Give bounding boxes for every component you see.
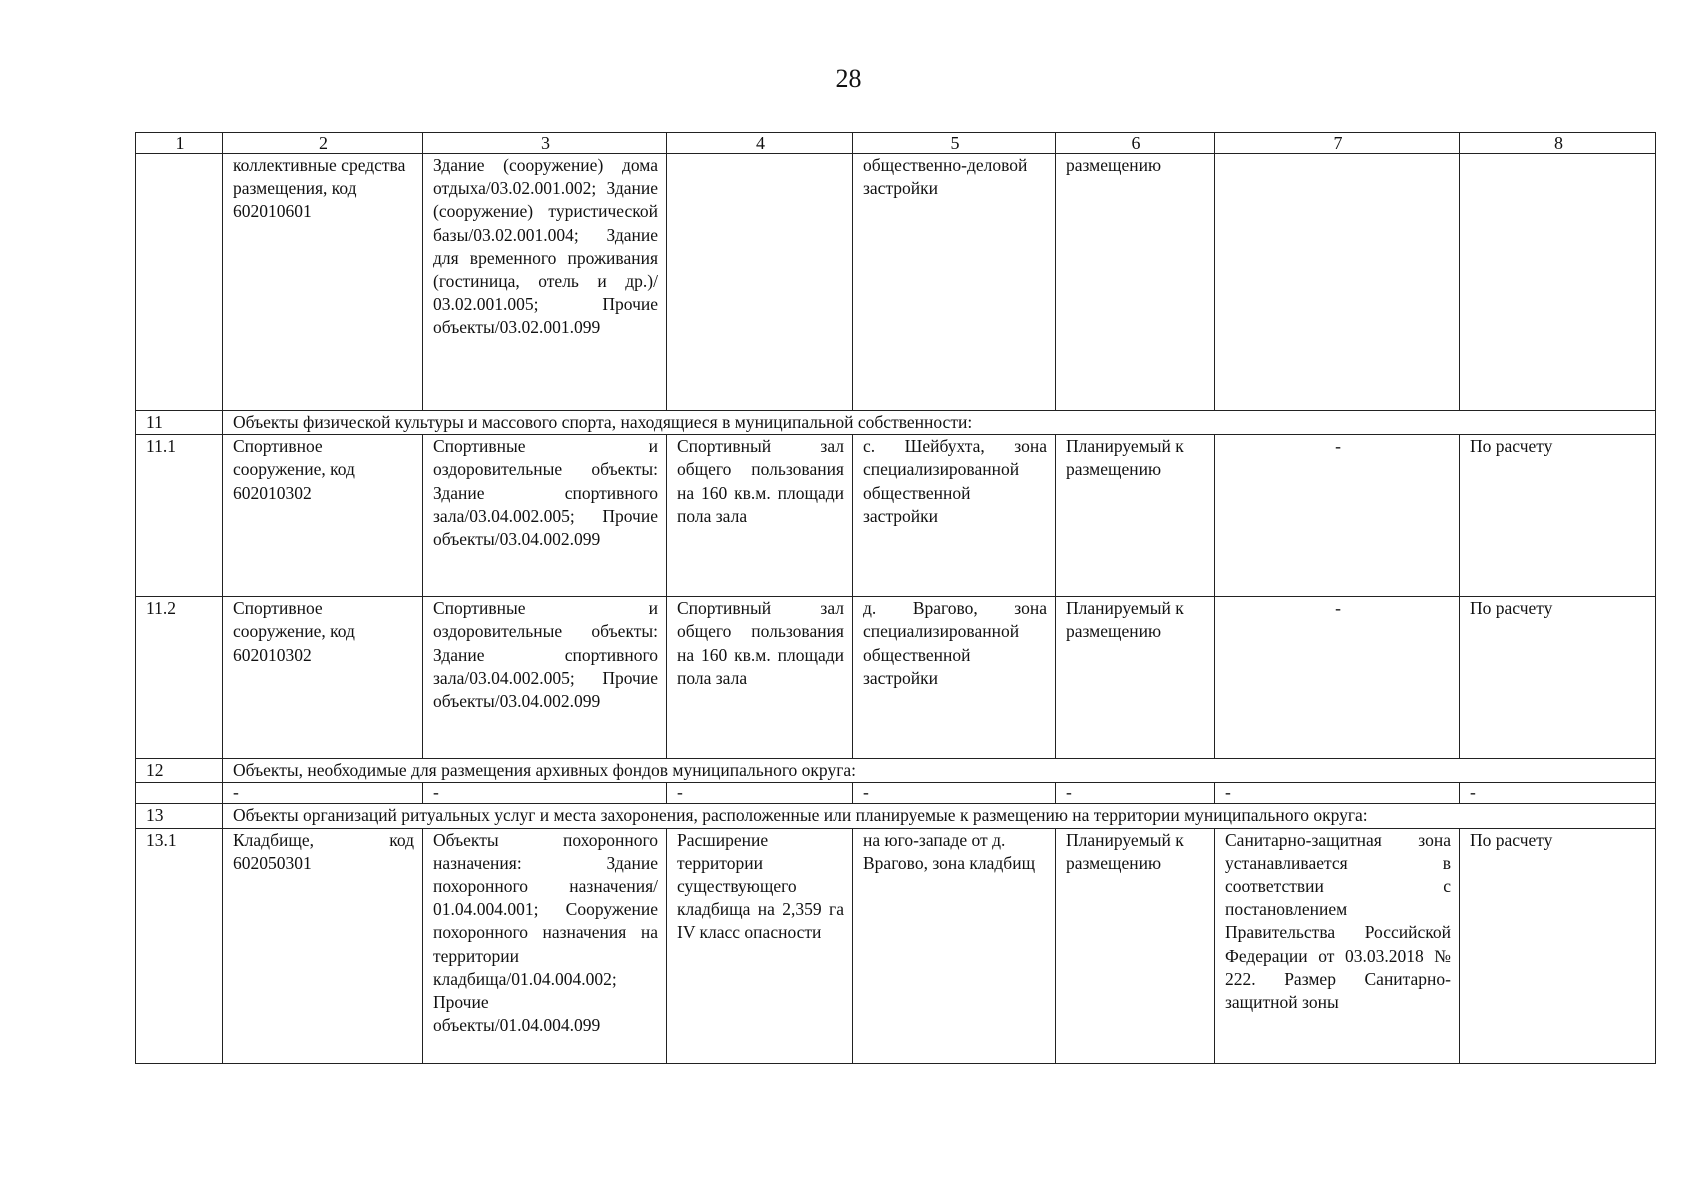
cell-location: на юго-западе от д. Врагово, зона кладбищ — [853, 828, 1056, 1063]
section-title: Объекты, необходимые для размещения архивных фондов муниципального округа: — [223, 759, 1656, 783]
cell-number: 11.1 — [136, 435, 223, 597]
document-table — [135, 132, 1656, 1064]
table-row — [136, 435, 1656, 597]
column-number: 8 — [1460, 133, 1656, 154]
cell-zone-size: По расчету — [1460, 828, 1656, 1063]
column-number: 1 — [136, 133, 223, 154]
cell-object-type: Спортивное сооружение, код 602010302 — [223, 435, 423, 597]
cell-status: Планируемый к размещению — [1056, 828, 1215, 1063]
section-title: Объекты организаций ритуальных услуг и места захоронения, расположенные или планируемые к размещению на территории муниципального округа: — [223, 804, 1656, 828]
cell-number — [136, 154, 223, 411]
cell-characteristics: Спортивный зал общего пользования на 160 кв.м. площади пола зала — [667, 435, 853, 597]
column-number: 5 — [853, 133, 1056, 154]
cell-empty: - — [423, 783, 667, 804]
cell-zone: - — [1215, 597, 1460, 759]
table-row — [136, 597, 1656, 759]
cell-status: размещению — [1056, 154, 1215, 411]
cell-zone-size — [1460, 154, 1656, 411]
cell-characteristics: Спортивный зал общего пользования на 160 кв.м. площади пола зала — [667, 597, 853, 759]
cell-location: общественно-деловой застройки — [853, 154, 1056, 411]
column-number-row — [136, 133, 1656, 154]
cell-empty: - — [1056, 783, 1215, 804]
cell-object-type: Спортивное сооружение, код 602010302 — [223, 597, 423, 759]
cell-object-type: Кладбище, код 602050301 — [223, 828, 423, 1063]
cell-number — [136, 783, 223, 804]
column-number: 7 — [1215, 133, 1460, 154]
cell-zone — [1215, 154, 1460, 411]
cell-object-type: коллективные средства размещения, код 602010601 — [223, 154, 423, 411]
cell-empty: - — [1215, 783, 1460, 804]
column-number: 2 — [223, 133, 423, 154]
cell-empty: - — [667, 783, 853, 804]
table-row — [136, 828, 1656, 1063]
section-number: 11 — [136, 411, 223, 435]
column-number: 4 — [667, 133, 853, 154]
cell-zone-size: По расчету — [1460, 597, 1656, 759]
section-number: 12 — [136, 759, 223, 783]
cell-object-purpose: Спортивные и оздоровительные объекты: Здание спортивного зала/03.04.002.005; Прочие объекты/03.04.002.099 — [423, 435, 667, 597]
cell-location: д. Врагово, зона специализированной общественной застройки — [853, 597, 1056, 759]
cell-number: 13.1 — [136, 828, 223, 1063]
cell-zone-size: По расчету — [1460, 435, 1656, 597]
cell-status: Планируемый к размещению — [1056, 435, 1215, 597]
cell-zone: Санитарно-защитная зона устанавливается в соответствии с постановлением Правительства Российской Федерации от 03.03.2018 № 222. Размер Санитарно-защитной зоны — [1215, 828, 1460, 1063]
table-row — [136, 154, 1656, 411]
cell-number: 11.2 — [136, 597, 223, 759]
section-row — [136, 804, 1656, 828]
cell-empty: - — [223, 783, 423, 804]
section-number: 13 — [136, 804, 223, 828]
section-row — [136, 759, 1656, 783]
column-number: 3 — [423, 133, 667, 154]
cell-empty: - — [1460, 783, 1656, 804]
column-number: 6 — [1056, 133, 1215, 154]
cell-location: с. Шейбухта, зона специализированной общественной застройки — [853, 435, 1056, 597]
table-row — [136, 783, 1656, 804]
cell-object-purpose: Объекты похоронного назначения: Здание похоронного назначения/ 01.04.004.001; Сооружение похоронного назначения на территории кладбища/01.04.004.002; Прочие объекты/01.04.004.099 — [423, 828, 667, 1063]
cell-characteristics — [667, 154, 853, 411]
section-row — [136, 411, 1656, 435]
cell-object-purpose: Здание (сооружение) дома отдыха/03.02.001.002; Здание (сооружение) туристической базы/03.02.001.004; Здание для временного проживания (гостиница, отель и др.)/ 03.02.001.005; Прочие объекты/03.02.001.099 — [423, 154, 667, 411]
cell-status: Планируемый к размещению — [1056, 597, 1215, 759]
cell-object-purpose: Спортивные и оздоровительные объекты: Здание спортивного зала/03.04.002.005; Прочие объекты/03.04.002.099 — [423, 597, 667, 759]
page-number: 28 — [835, 64, 862, 93]
cell-zone: - — [1215, 435, 1460, 597]
cell-empty: - — [853, 783, 1056, 804]
cell-characteristics: Расширение территории существующего кладбища на 2,359 га IV класс опасности — [667, 828, 853, 1063]
section-title: Объекты физической культуры и массового спорта, находящиеся в муниципальной собственности: — [223, 411, 1656, 435]
